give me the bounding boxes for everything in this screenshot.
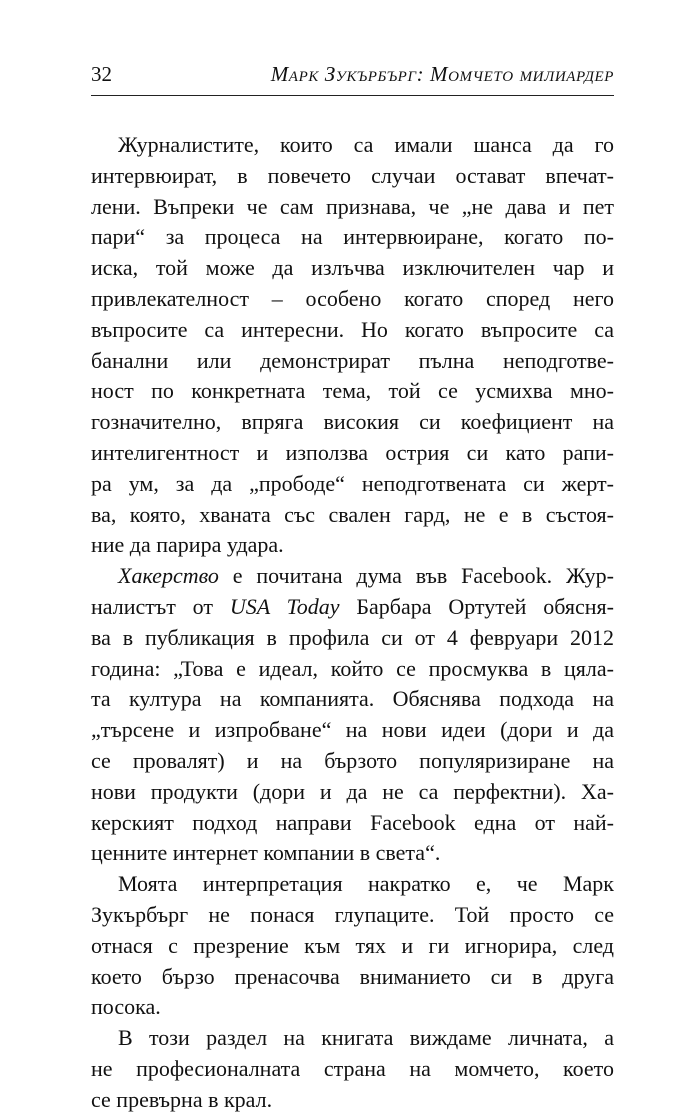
text-line: ност по конкретната тема, той се усмихва мно- [91, 378, 614, 404]
paragraph-4 [91, 1023, 614, 1115]
text-line: не професионалната страна на момчето, което [91, 1055, 614, 1081]
text-line: гозначително, впряга високия си коефициент на [91, 409, 614, 435]
paragraph-2 [91, 561, 614, 869]
text-line: посока. [91, 994, 161, 1020]
text-line: се провалят) и на бързото популяризиране на [91, 747, 614, 773]
paragraph-3 [91, 869, 614, 1023]
text-line: се превърна в крал. [91, 1086, 273, 1112]
text-line: отнася с презрение към тях и ги игнорира, след [91, 932, 614, 958]
text-line: година: „Това е идеал, който се просмуква в цяла- [91, 655, 614, 681]
header-rule [91, 95, 614, 96]
text-line: пари“ за процеса на интервюиране, когато по- [91, 224, 614, 250]
text-line: привлекателност – особено когато според него [91, 285, 614, 311]
text-line: керският подход направи Facebook една от най- [91, 809, 614, 835]
text-line: ра ум, за да „прободе“ неподготвената си жерт- [91, 470, 614, 496]
text-fragment: Барбара Ортутей обясня- [339, 593, 614, 619]
text-line: В този раздел на книгата виждаме личната, а [118, 1025, 614, 1051]
text-line: иска, той може да излъчва изключителен чар и [91, 255, 614, 281]
text-line: банални или демонстрират пълна неподготве- [91, 347, 614, 373]
emphasis-usa-today: USA Today [229, 593, 340, 619]
body-text [91, 130, 614, 1116]
text-line: та култура на компанията. Обяснява подхода на [91, 686, 614, 712]
running-header [91, 62, 614, 92]
page-number: 32 [91, 62, 112, 86]
text-line: „търсене и изпробване“ на нови идеи (дори и да [91, 717, 614, 743]
text-line: интервюират, в повечето случаи остават впечат- [91, 162, 614, 188]
text-line: което бързо пренасочва вниманието си в друга [91, 963, 614, 989]
text-line [91, 592, 614, 623]
text-line: нови продукти (дори и да не са перфектни). Ха- [91, 778, 614, 804]
text-line: лени. Въпреки че сам признава, че „не дава и пет [91, 193, 614, 219]
text-line: ва в публикация в профила си от 4 февруари 2012 [91, 624, 614, 650]
text-line [91, 561, 614, 592]
text-fragment: налистът от [91, 593, 230, 619]
text-line: ние да парира удара. [91, 532, 284, 558]
emphasis-hacking: Хакерство [118, 563, 219, 589]
text-line: Зукърбърг не понася глупаците. Той просто се [91, 901, 614, 927]
text-line: ценните интернет компании в света“. [91, 840, 441, 866]
running-title: Марк Зукърбърг: Момчето милиардер [270, 62, 614, 86]
text-line: Моята интерпретация накратко е, че Марк [118, 871, 614, 897]
text-line: Журналистите, които са имали шанса да го [118, 132, 614, 157]
text-fragment: е почитана дума във Facebook. Жур- [218, 563, 614, 589]
text-line: ва, която, хваната със свален гард, не е в състоя- [91, 501, 614, 527]
text-line: въпросите са интересни. Но когато въпросите са [91, 316, 614, 342]
paragraph-1 [91, 130, 614, 561]
text-line: интелигентност и използва острия си като рапи- [91, 439, 614, 465]
